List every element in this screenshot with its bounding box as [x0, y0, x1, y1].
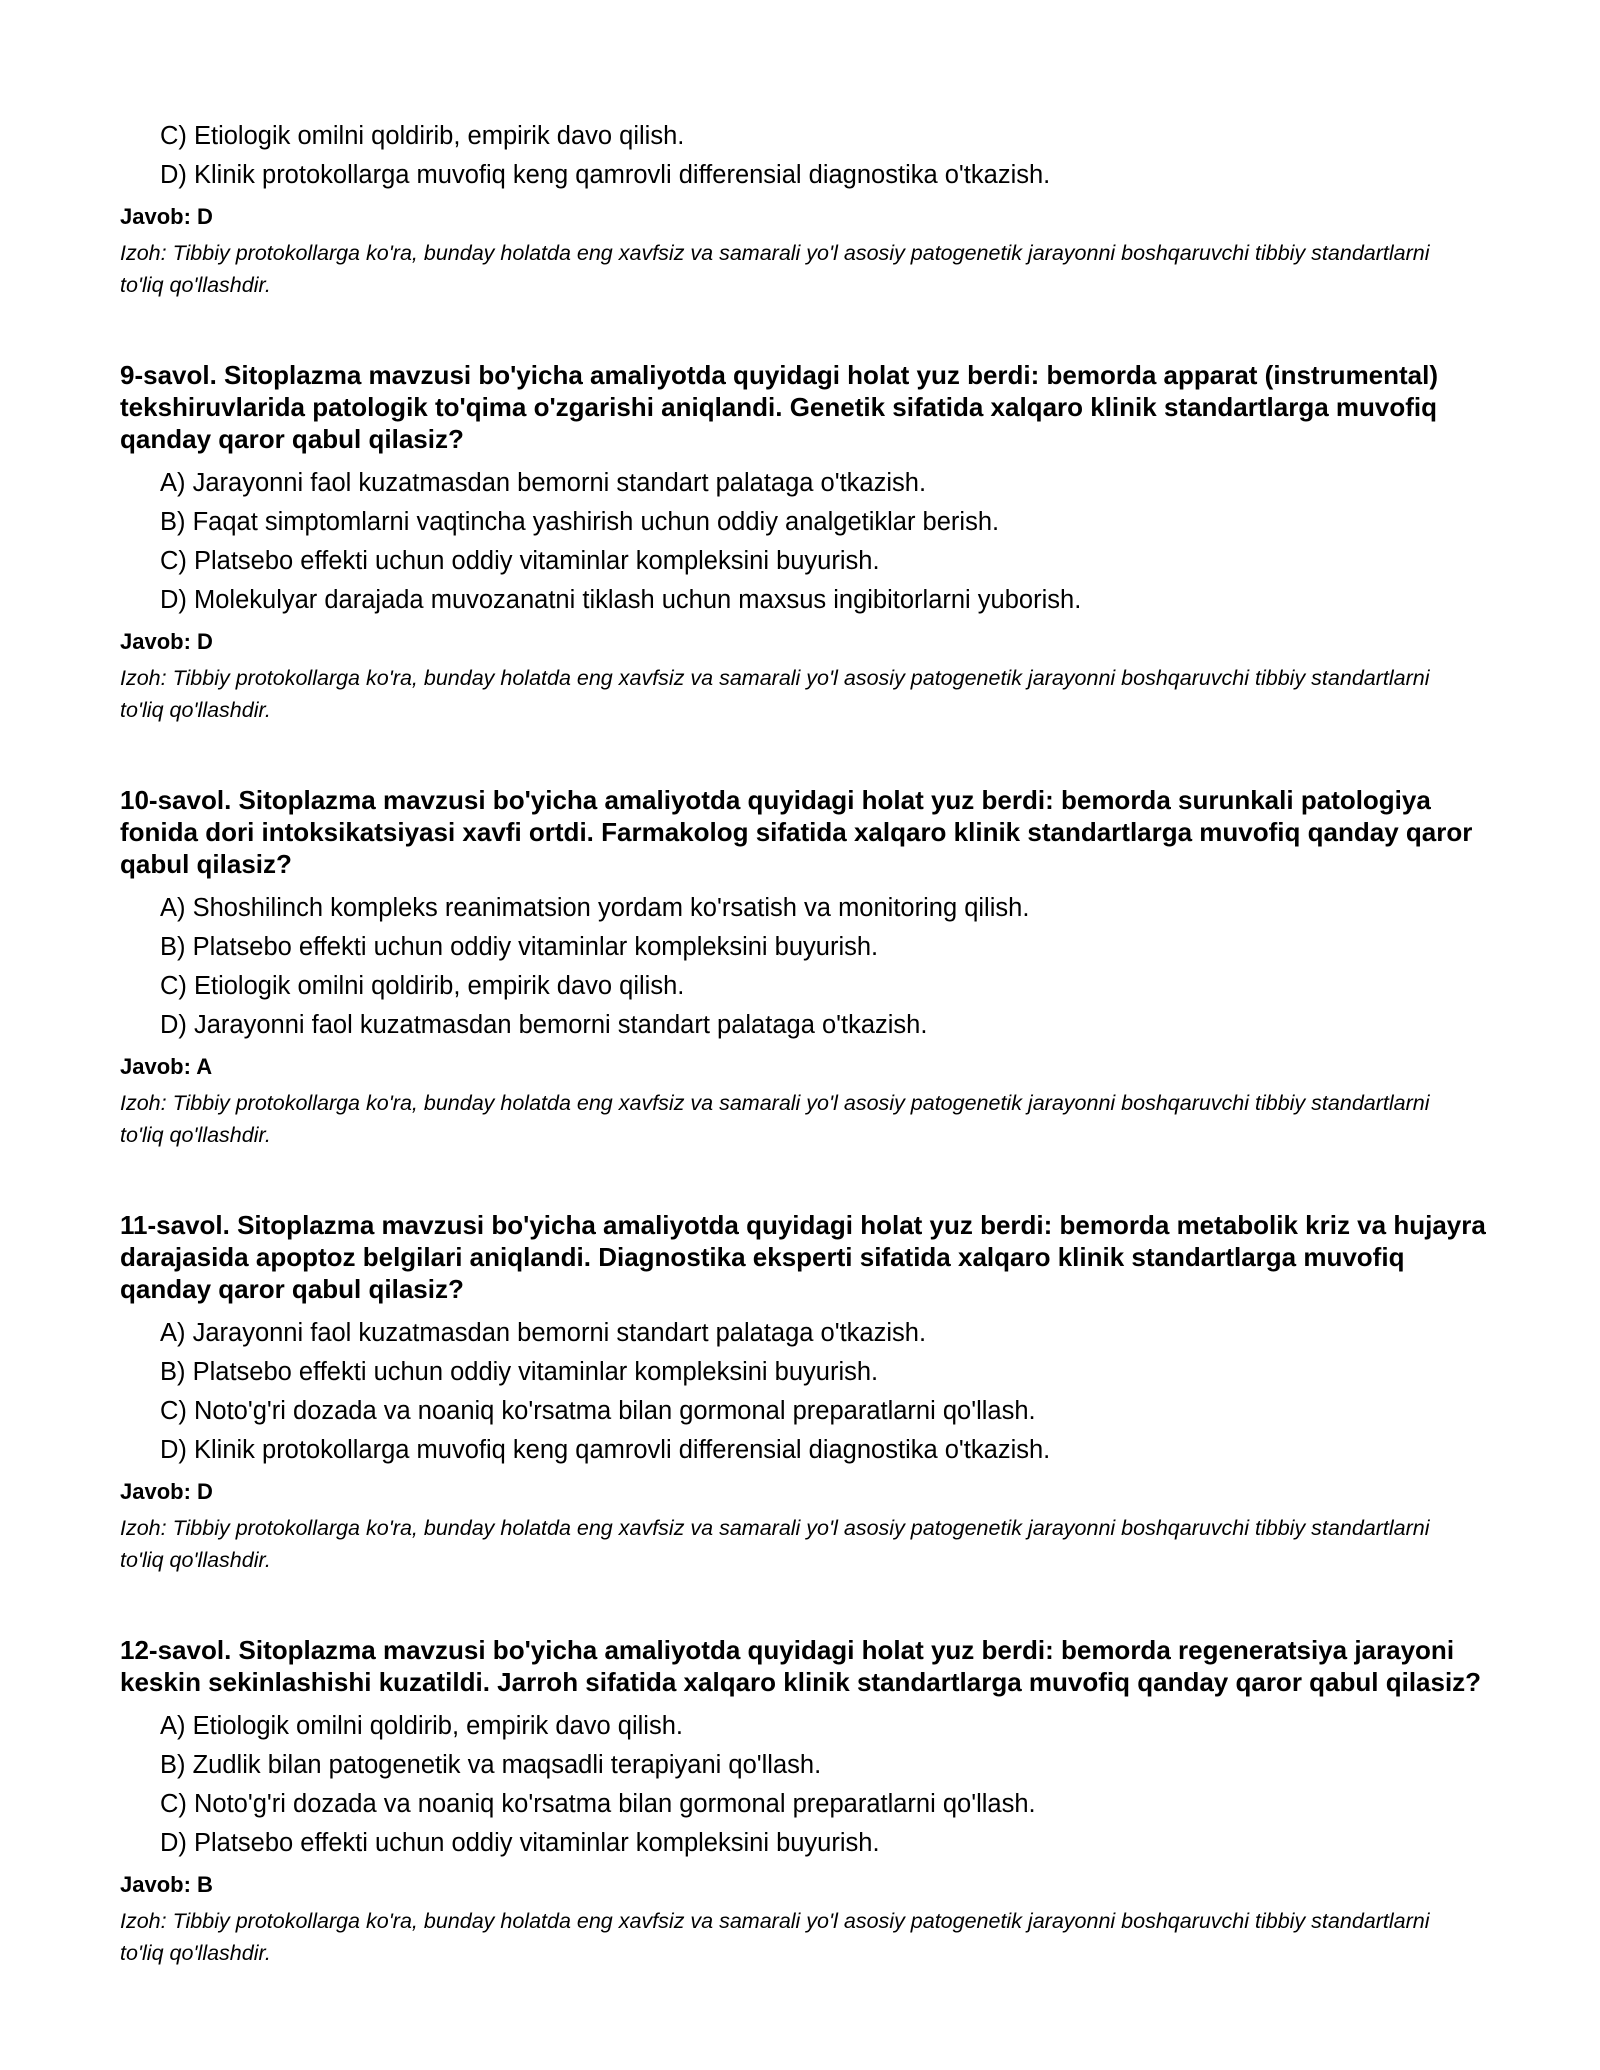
option-b: B) Platsebo effekti uchun oddiy vitaminlar kompleksini buyurish. — [160, 1358, 879, 1386]
explanation-note: Izoh: Tibbiy protokollarga ko'ra, bunday holatda eng xavfsiz va samarali yo'l asosiy patogenetik jarayonni boshqaruvchi tibbiy standartlarni to'liq qo'llashdir. — [120, 666, 1430, 722]
question-9 — [120, 359, 1500, 726]
option-b: B) Zudlik bilan patogenetik va maqsadli terapiyani qo'llash. — [160, 1751, 822, 1779]
question-text: 9-savol. Sitoplazma mavzusi bo'yicha amaliyotda quyidagi holat yuz berdi: bemorda apparat (instrumental) tekshiruvlarida patologik to'qima o'zgarishi aniqlandi. Genetik sifatida xalqaro klinik standartlarga muvofiq qanday qaror qabul qilasiz? — [120, 360, 1439, 454]
option-d: D) Platsebo effekti uchun oddiy vitaminlar kompleksini buyurish. — [160, 1829, 880, 1857]
answer-label: Javob: D — [120, 629, 213, 654]
option-b: B) Faqat simptomlarni vaqtincha yashirish uchun oddiy analgetiklar berish. — [160, 508, 1000, 536]
document-page — [120, 120, 1500, 2027]
option-c: C) Noto'g'ri dozada va noaniq ko'rsatma bilan gormonal preparatlarni qo'llash. — [160, 1397, 1036, 1425]
option-d: D) Molekulyar darajada muvozanatni tiklash uchun maxsus ingibitorlarni yuborish. — [160, 586, 1082, 614]
question-text: 10-savol. Sitoplazma mavzusi bo'yicha amaliyotda quyidagi holat yuz berdi: bemorda surunkali patologiya fonida dori intoksikatsiyasi xavfi ortdi. Farmakolog sifatida xalqaro klinik standartlarga muvofiq qanday qaror qabul qilasiz? — [120, 785, 1473, 879]
question-text: 12-savol. Sitoplazma mavzusi bo'yicha amaliyotda quyidagi holat yuz berdi: bemorda regeneratsiya jarayoni keskin sekinlashishi kuzatildi. Jarroh sifatida xalqaro klinik standartlarga muvofiq qanday qaror qabul qilasiz? — [120, 1635, 1482, 1697]
option-list — [120, 1710, 1500, 1859]
option-a: A) Jarayonni faol kuzatmasdan bemorni standart palataga o'tkazish. — [160, 469, 927, 497]
option-list — [120, 1317, 1500, 1466]
option-c: C) Etiologik omilni qoldirib, empirik davo qilish. — [160, 972, 685, 1000]
option-c: C) Etiologik omilni qoldirib, empirik davo qilish. — [160, 122, 685, 150]
explanation-note: Izoh: Tibbiy protokollarga ko'ra, bunday holatda eng xavfsiz va samarali yo'l asosiy patogenetik jarayonni boshqaruvchi tibbiy standartlarni to'liq qo'llashdir. — [120, 1516, 1430, 1572]
option-list — [120, 467, 1500, 616]
answer-label: Javob: D — [120, 1479, 213, 1504]
explanation-note: Izoh: Tibbiy protokollarga ko'ra, bunday holatda eng xavfsiz va samarali yo'l asosiy patogenetik jarayonni boshqaruvchi tibbiy standartlarni to'liq qo'llashdir. — [120, 1091, 1430, 1147]
option-c: C) Noto'g'ri dozada va noaniq ko'rsatma bilan gormonal preparatlarni qo'llash. — [160, 1790, 1036, 1818]
question-12 — [120, 1634, 1500, 1969]
option-a: A) Jarayonni faol kuzatmasdan bemorni standart palataga o'tkazish. — [160, 1319, 927, 1347]
option-list — [120, 892, 1500, 1041]
question-text: 11-savol. Sitoplazma mavzusi bo'yicha amaliyotda quyidagi holat yuz berdi: bemorda metabolik kriz va hujayra darajasida apoptoz belgilari aniqlandi. Diagnostika eksperti sifatida xalqaro klinik standartlarga muvofiq qanday qaror qabul qilasiz? — [120, 1210, 1486, 1304]
explanation-note: Izoh: Tibbiy protokollarga ko'ra, bunday holatda eng xavfsiz va samarali yo'l asosiy patogenetik jarayonni boshqaruvchi tibbiy standartlarni to'liq qo'llashdir. — [120, 241, 1430, 297]
option-list — [120, 120, 1500, 191]
question-8-continued — [120, 120, 1500, 301]
answer-label: Javob: A — [120, 1054, 213, 1079]
option-a: A) Shoshilinch kompleks reanimatsion yordam ko'rsatish va monitoring qilish. — [160, 894, 1030, 922]
answer-label: Javob: D — [120, 204, 213, 229]
option-d: D) Klinik protokollarga muvofiq keng qamrovli differensial diagnostika o'tkazish. — [160, 1436, 1051, 1464]
option-b: B) Platsebo effekti uchun oddiy vitaminlar kompleksini buyurish. — [160, 933, 879, 961]
question-10 — [120, 784, 1500, 1151]
option-d: D) Klinik protokollarga muvofiq keng qamrovli differensial diagnostika o'tkazish. — [160, 161, 1051, 189]
question-11 — [120, 1209, 1500, 1576]
option-d: D) Jarayonni faol kuzatmasdan bemorni standart palataga o'tkazish. — [160, 1011, 928, 1039]
option-c: C) Platsebo effekti uchun oddiy vitaminlar kompleksini buyurish. — [160, 547, 880, 575]
answer-label: Javob: B — [120, 1872, 213, 1897]
option-a: A) Etiologik omilni qoldirib, empirik davo qilish. — [160, 1712, 683, 1740]
explanation-note: Izoh: Tibbiy protokollarga ko'ra, bunday holatda eng xavfsiz va samarali yo'l asosiy patogenetik jarayonni boshqaruvchi tibbiy standartlarni to'liq qo'llashdir. — [120, 1909, 1430, 1965]
